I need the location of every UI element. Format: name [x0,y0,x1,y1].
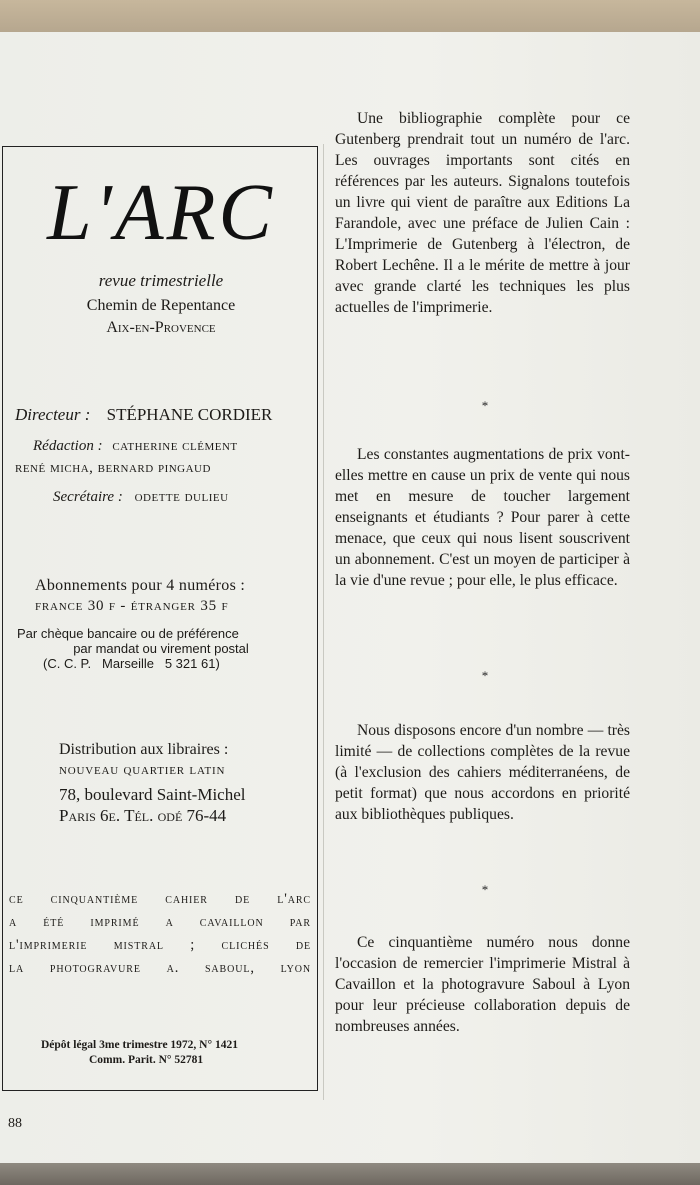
subscription-heading: Abonnements pour 4 numéros : [35,577,246,594]
editorial-names-1: catherine clément [112,438,238,454]
payment-line3: (C. C. P. Marseille 5 321 61) [43,656,220,671]
editorial-line [33,438,238,455]
director-label: Directeur : [15,405,91,424]
paragraph-text: Les constantes augmentations de prix vont-elles mettre en cause un prix de vente qui nous met en mesure de toucher largement enseignants et étudiants ? Pour parer à cette menace, que ceux qui nous lisent souscrivent un abonnement. C'est un moyen de participer à la vie d'une revue ; pour elle, le plus efficace. [335,446,630,589]
paragraph-collections [335,720,630,825]
subscription-prices: france 30 f - étranger 35 f [35,598,229,614]
printer-line3: l'imprimerie mistral ; clichés de [9,937,311,953]
address-line2: Aix-en-Provence [106,319,216,336]
distributor-street: 78, boulevard Saint-Michel [59,785,246,804]
separator-star: * [481,882,489,897]
paragraph-thanks [335,932,630,1037]
background-edge-bottom [0,1163,700,1185]
legal-deposit-line: Dépôt légal 3me trimestre 1972, N° 1421 [41,1039,238,1051]
address-line1: Chemin de Repentance [86,297,236,314]
director-name: STÉPHANE CORDIER [106,405,273,424]
printer-line1: ce cinquantième cahier de l'arc [9,891,311,907]
subtitle: revue trimestrielle [98,271,224,290]
distributor-city-phone: Paris 6e. Tél. odé 76-44 [59,806,227,825]
payment-line2: par mandat ou virement postal [73,641,249,656]
masthead-box [2,146,318,1091]
secretary-label: Secrétaire : [53,489,123,505]
commission-line: Comm. Parit. N° 52781 [89,1054,204,1066]
printer-line2: a été imprimé a cavaillon par [9,914,311,930]
separator-star: * [481,668,489,683]
distribution-heading: Distribution aux libraires : [59,741,229,758]
paragraph-text: Une bibliographie complète pour ce Gutenberg prendrait tout un numéro de l'arc. Les ouvrages importants sont cités en références par les auteurs. Signalons toutefois un livre qui vient de paraître aux Editions La Farandole, avec une préface de Julien Cain : L'Imprimerie de Gutenberg à l'électron, de Robert Lechêne. Il a le mérite de mettre à jour avec grande clarté les techniques les plus actuelles de l'imprimerie. [335,110,630,316]
background-edge-top [0,0,700,34]
column-divider [323,144,324,1100]
page-number: 88 [8,1116,22,1131]
magazine-logo: L'ARC [47,169,275,257]
paragraph-bibliography [335,108,630,318]
secretary-line [53,489,229,506]
payment-line1: Par chèque bancaire ou de préférence [17,626,239,641]
distributor-name: nouveau quartier latin [59,762,226,778]
paragraph-text: Ce cinquantième numéro nous donne l'occasion de remercier l'imprimerie Mistral à Cavaillon et la photogravure Saboul à Lyon pour leur précieuse collaboration depuis de nombreuses années. [335,934,630,1035]
editorial-label: Rédaction : [33,438,103,454]
separator-star: * [481,398,489,413]
secretary-name: odette dulieu [134,489,229,505]
book-page [0,32,700,1167]
paragraph-text: Nous disposons encore d'un nombre — très limité — de collections complètes de la revue (à l'exclusion des cahiers méditerranéens, de petit format) que nous accordons en priorité aux bibliothèques publiques. [335,722,630,823]
editorial-names-2: rené micha, bernard pingaud [15,460,211,476]
paragraph-prices [335,444,630,591]
printer-line4: la photogravure a. saboul, lyon [9,960,311,976]
director-line [15,405,272,425]
